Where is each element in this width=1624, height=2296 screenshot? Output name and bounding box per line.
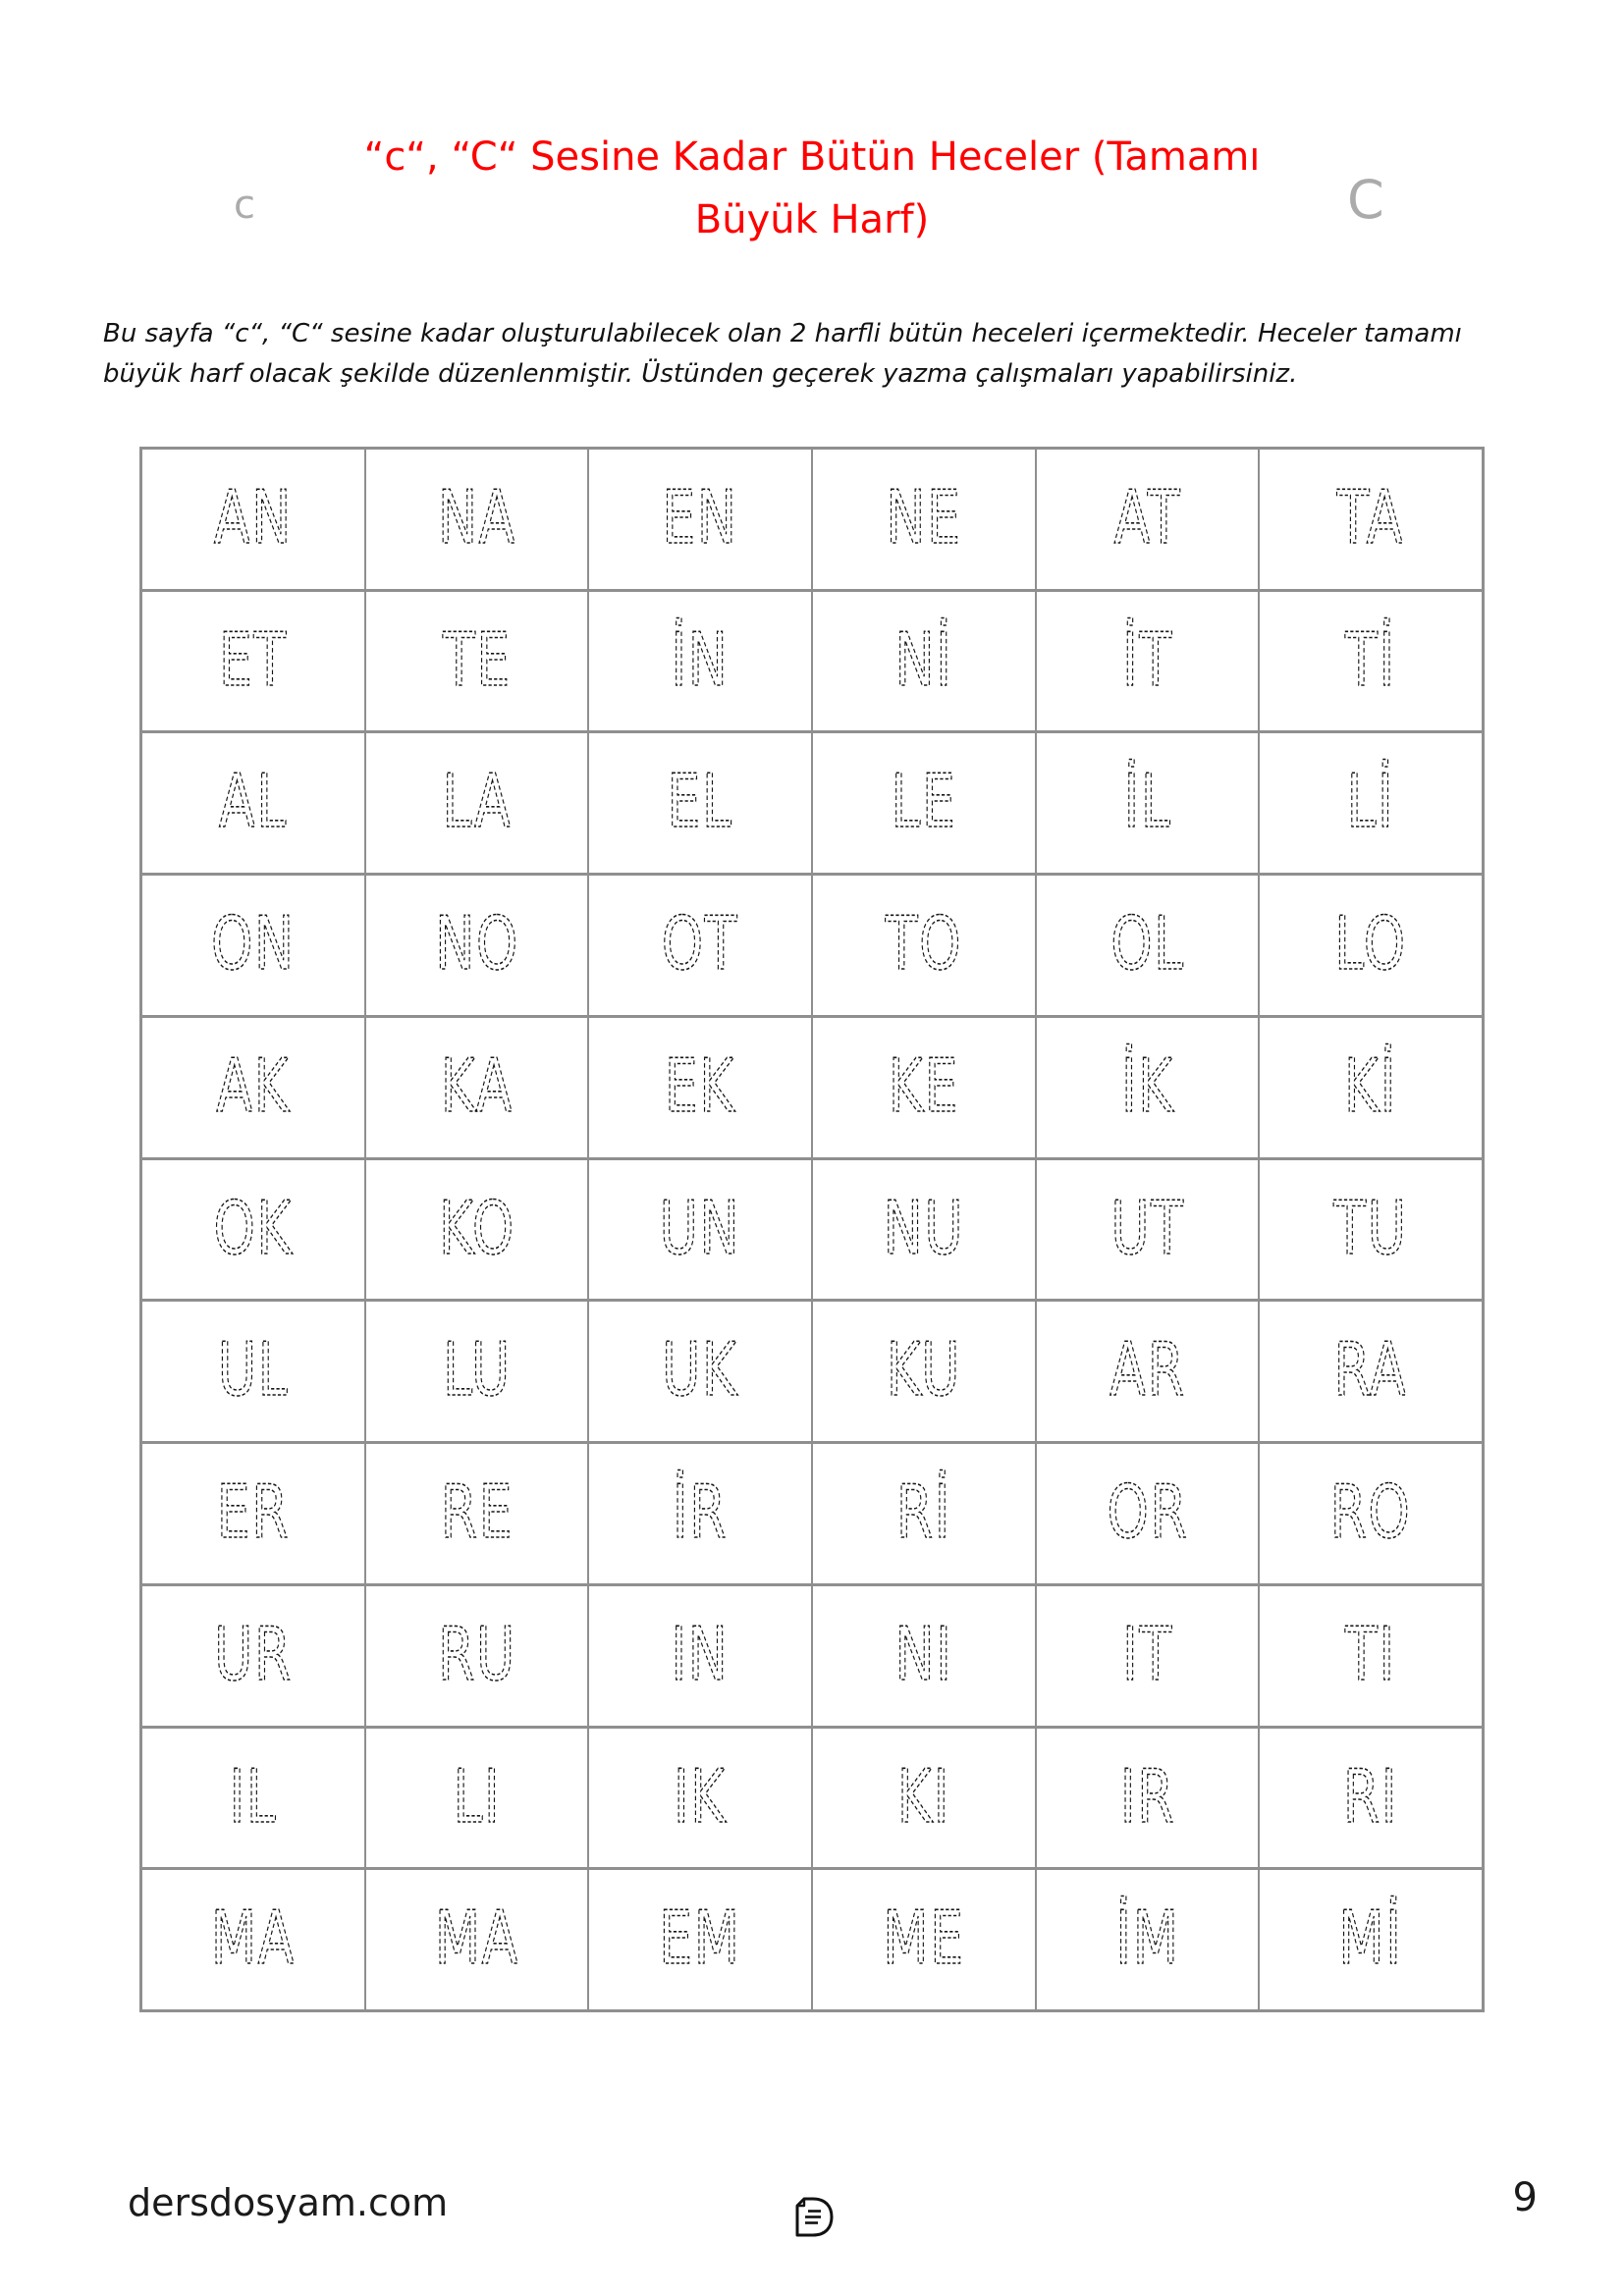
- trace-letters: [1037, 592, 1259, 731]
- svg-text:IN: IN: [671, 1611, 730, 1697]
- page-title: “c“, “C“ Sesine Kadar Bütün Heceler (Tamamı Büyük Harf): [363, 134, 1261, 242]
- trace-cell: [589, 1870, 811, 2009]
- trace-cell: [142, 1302, 364, 1441]
- svg-text:IL: IL: [229, 1753, 278, 1840]
- trace-letters: [142, 733, 364, 873]
- svg-text:İT: İT: [1121, 616, 1173, 703]
- svg-text:İR: İR: [673, 1469, 729, 1556]
- trace-letters: [1260, 1018, 1482, 1157]
- svg-text:EN: EN: [662, 474, 738, 561]
- svg-text:İM: İM: [1114, 1896, 1180, 1982]
- trace-cell: [366, 450, 588, 589]
- svg-text:LA: LA: [442, 759, 513, 845]
- svg-text:IT: IT: [1121, 1611, 1173, 1697]
- trace-letters: [142, 1444, 364, 1583]
- svg-text:KO: KO: [438, 1185, 515, 1271]
- trace-letters: [1260, 876, 1482, 1015]
- trace-letters: [1260, 733, 1482, 873]
- trace-letters: [589, 1870, 811, 2009]
- svg-text:Mİ: Mİ: [1338, 1896, 1403, 1982]
- trace-letters: [366, 1302, 588, 1441]
- trace-cell: [589, 876, 811, 1015]
- trace-letters: [366, 1018, 588, 1157]
- trace-cell: [1260, 592, 1482, 731]
- svg-text:NA: NA: [437, 474, 516, 561]
- svg-text:OK: OK: [213, 1185, 294, 1271]
- trace-cell: [1260, 876, 1482, 1015]
- trace-cell: [1037, 450, 1259, 589]
- trace-cell: [366, 876, 588, 1015]
- svg-text:OT: OT: [662, 901, 739, 988]
- trace-letters: [813, 592, 1035, 731]
- trace-letters: [813, 1160, 1035, 1300]
- svg-text:TI: TI: [1345, 1611, 1397, 1697]
- svg-text:MA: MA: [210, 1896, 296, 1982]
- trace-cell: [813, 1729, 1035, 1868]
- trace-cell: [366, 592, 588, 731]
- trace-cell: [813, 450, 1035, 589]
- trace-cell: [366, 733, 588, 873]
- svg-text:Nİ: Nİ: [894, 616, 953, 703]
- trace-letters: [1037, 1444, 1259, 1583]
- trace-cell: [1037, 1444, 1259, 1583]
- svg-text:Tİ: Tİ: [1345, 616, 1397, 703]
- trace-cell: [1037, 1586, 1259, 1726]
- trace-cell: [1037, 1729, 1259, 1868]
- trace-cell: [1260, 733, 1482, 873]
- svg-text:MA: MA: [434, 1896, 519, 1982]
- svg-text:ON: ON: [211, 901, 296, 988]
- svg-text:UT: UT: [1110, 1185, 1185, 1271]
- trace-cell: [1260, 1160, 1482, 1300]
- svg-text:UL: UL: [217, 1327, 290, 1414]
- trace-cell: [366, 1302, 588, 1441]
- trace-letters: [1037, 876, 1259, 1015]
- trace-letters: [813, 1870, 1035, 2009]
- svg-text:OL: OL: [1110, 901, 1185, 988]
- trace-cell: [142, 592, 364, 731]
- svg-text:LO: LO: [1334, 901, 1407, 988]
- svg-text:RA: RA: [1333, 1327, 1408, 1414]
- trace-cell: [366, 1870, 588, 2009]
- trace-cell: [1260, 450, 1482, 589]
- trace-cell: [142, 1018, 364, 1157]
- trace-cell: [1037, 876, 1259, 1015]
- svg-text:KI: KI: [896, 1753, 950, 1840]
- trace-cell: [1260, 1302, 1482, 1441]
- trace-cell: [813, 1302, 1035, 1441]
- svg-text:NI: NI: [894, 1611, 953, 1697]
- trace-letters: [589, 733, 811, 873]
- svg-text:AT: AT: [1113, 474, 1181, 561]
- trace-cell: [589, 733, 811, 873]
- trace-cell: [1260, 1870, 1482, 2009]
- trace-letters: [1260, 1302, 1482, 1441]
- svg-text:KE: KE: [888, 1042, 959, 1130]
- trace-letters: [1037, 1586, 1259, 1726]
- trace-letters: [366, 592, 588, 731]
- trace-cell: [589, 1729, 811, 1868]
- trace-letters: [1260, 592, 1482, 731]
- svg-text:UR: UR: [213, 1611, 293, 1697]
- trace-cell: [813, 1018, 1035, 1157]
- svg-text:TA: TA: [1336, 474, 1405, 561]
- trace-letters: [813, 1302, 1035, 1441]
- trace-cell: [589, 1018, 811, 1157]
- svg-text:AK: AK: [216, 1042, 291, 1130]
- svg-text:EM: EM: [659, 1896, 741, 1982]
- page-number: 9: [1512, 2175, 1538, 2220]
- svg-text:EK: EK: [665, 1042, 736, 1130]
- trace-letters: [366, 733, 588, 873]
- trace-letters: [366, 450, 588, 589]
- trace-cell: [142, 876, 364, 1015]
- trace-letters: [589, 592, 811, 731]
- trace-cell: [589, 450, 811, 589]
- trace-cell: [366, 1018, 588, 1157]
- trace-cell: [813, 1160, 1035, 1300]
- svg-text:ET: ET: [218, 616, 288, 703]
- trace-cell: [366, 1444, 588, 1583]
- trace-cell: [813, 1586, 1035, 1726]
- trace-letters: [1260, 1586, 1482, 1726]
- trace-letters: [1037, 1018, 1259, 1157]
- svg-text:NU: NU: [883, 1185, 965, 1271]
- trace-letters: [142, 450, 364, 589]
- footer-site-name: dersdosyam.com: [128, 2181, 449, 2224]
- trace-cell: [1037, 733, 1259, 873]
- svg-text:Lİ: Lİ: [1346, 759, 1395, 845]
- svg-text:RE: RE: [440, 1469, 514, 1556]
- trace-cell: [589, 1302, 811, 1441]
- svg-text:KU: KU: [886, 1327, 961, 1414]
- svg-text:UK: UK: [662, 1327, 739, 1414]
- trace-letters: [142, 592, 364, 731]
- trace-cell: [142, 1729, 364, 1868]
- trace-cell: [813, 733, 1035, 873]
- trace-cell: [813, 1870, 1035, 2009]
- syllable-table: [139, 447, 1485, 2012]
- watermark-letter-small-c: c: [234, 183, 255, 228]
- trace-letters: [1037, 1729, 1259, 1868]
- trace-cell: [1037, 1018, 1259, 1157]
- trace-cell: [1260, 1444, 1482, 1583]
- trace-letters: [1260, 1870, 1482, 2009]
- trace-letters: [142, 1160, 364, 1300]
- svg-text:TU: TU: [1333, 1185, 1408, 1271]
- trace-cell: [366, 1160, 588, 1300]
- trace-letters: [813, 450, 1035, 589]
- trace-cell: [589, 1586, 811, 1726]
- trace-cell: [589, 1160, 811, 1300]
- svg-text:OR: OR: [1107, 1469, 1188, 1556]
- trace-cell: [1260, 1729, 1482, 1868]
- trace-cell: [1260, 1586, 1482, 1726]
- trace-cell: [1260, 1018, 1482, 1157]
- trace-letters: [142, 1302, 364, 1441]
- trace-letters: [1260, 1729, 1482, 1868]
- svg-text:RI: RI: [1343, 1753, 1399, 1840]
- svg-text:IR: IR: [1119, 1753, 1175, 1840]
- svg-text:AR: AR: [1109, 1327, 1186, 1414]
- trace-letters: [589, 1302, 811, 1441]
- svg-text:LI: LI: [453, 1753, 501, 1840]
- trace-letters: [589, 1586, 811, 1726]
- trace-letters: [142, 1586, 364, 1726]
- trace-cell: [142, 450, 364, 589]
- trace-cell: [366, 1586, 588, 1726]
- trace-letters: [589, 1444, 811, 1583]
- document-icon: [789, 2195, 837, 2240]
- trace-cell: [813, 1444, 1035, 1583]
- trace-letters: [142, 1018, 364, 1157]
- trace-letters: [1037, 450, 1259, 589]
- svg-text:RU: RU: [437, 1611, 516, 1697]
- trace-cell: [813, 592, 1035, 731]
- trace-cell: [1037, 592, 1259, 731]
- trace-cell: [1037, 1160, 1259, 1300]
- svg-text:AL: AL: [218, 759, 288, 845]
- svg-text:EL: EL: [667, 759, 733, 845]
- trace-cell: [142, 1444, 364, 1583]
- trace-letters: [813, 1729, 1035, 1868]
- svg-text:TO: TO: [885, 901, 962, 988]
- svg-text:UN: UN: [659, 1185, 741, 1271]
- svg-text:TE: TE: [442, 616, 512, 703]
- trace-cell: [813, 876, 1035, 1015]
- description-text: Bu sayfa “c“, “C“ sesine kadar oluşturulabilecek olan 2 harfli bütün heceleri içermektedir. Heceler tamamı büyük harf olacak şekilde düzenlenmiştir. Üstünden geçerek yazma çalışmaları yapabilirsiniz.: [103, 319, 1462, 389]
- trace-letters: [142, 1729, 364, 1868]
- svg-text:İK: İK: [1120, 1042, 1174, 1130]
- watermark-letter-large-c: C: [1347, 169, 1384, 231]
- trace-letters: [1037, 1160, 1259, 1300]
- trace-letters: [1037, 733, 1259, 873]
- trace-letters: [813, 733, 1035, 873]
- trace-letters: [589, 876, 811, 1015]
- trace-letters: [142, 876, 364, 1015]
- svg-text:İL: İL: [1123, 759, 1171, 845]
- trace-letters: [1037, 1870, 1259, 2009]
- trace-letters: [366, 876, 588, 1015]
- svg-text:Kİ: Kİ: [1344, 1042, 1398, 1130]
- trace-cell: [142, 1586, 364, 1726]
- trace-letters: [813, 1586, 1035, 1726]
- svg-text:AN: AN: [213, 474, 293, 561]
- trace-letters: [1037, 1302, 1259, 1441]
- svg-text:ME: ME: [883, 1896, 965, 1982]
- svg-text:Rİ: Rİ: [895, 1469, 951, 1556]
- trace-cell: [589, 1444, 811, 1583]
- trace-letters: [813, 1018, 1035, 1157]
- trace-cell: [366, 1729, 588, 1868]
- trace-letters: [1260, 1160, 1482, 1300]
- trace-cell: [142, 1160, 364, 1300]
- trace-cell: [1037, 1302, 1259, 1441]
- trace-letters: [1260, 1444, 1482, 1583]
- trace-letters: [142, 1870, 364, 2009]
- svg-text:KA: KA: [440, 1042, 514, 1130]
- svg-text:NE: NE: [886, 474, 962, 561]
- svg-text:İN: İN: [671, 616, 730, 703]
- trace-letters: [366, 1586, 588, 1726]
- trace-letters: [813, 876, 1035, 1015]
- trace-cell: [142, 733, 364, 873]
- trace-letters: [589, 1160, 811, 1300]
- trace-letters: [366, 1870, 588, 2009]
- svg-text:IK: IK: [674, 1753, 728, 1840]
- svg-text:LE: LE: [891, 759, 957, 845]
- trace-cell: [142, 1870, 364, 2009]
- trace-cell: [1037, 1870, 1259, 2009]
- svg-text:LU: LU: [442, 1327, 512, 1414]
- trace-letters: [813, 1444, 1035, 1583]
- trace-letters: [589, 1018, 811, 1157]
- svg-text:NO: NO: [434, 901, 519, 988]
- trace-letters: [366, 1729, 588, 1868]
- trace-letters: [366, 1444, 588, 1583]
- trace-letters: [366, 1160, 588, 1300]
- trace-letters: [589, 1729, 811, 1868]
- trace-letters: [589, 450, 811, 589]
- trace-cell: [589, 592, 811, 731]
- trace-letters: [1260, 450, 1482, 589]
- svg-text:ER: ER: [216, 1469, 291, 1556]
- svg-text:RO: RO: [1329, 1469, 1412, 1556]
